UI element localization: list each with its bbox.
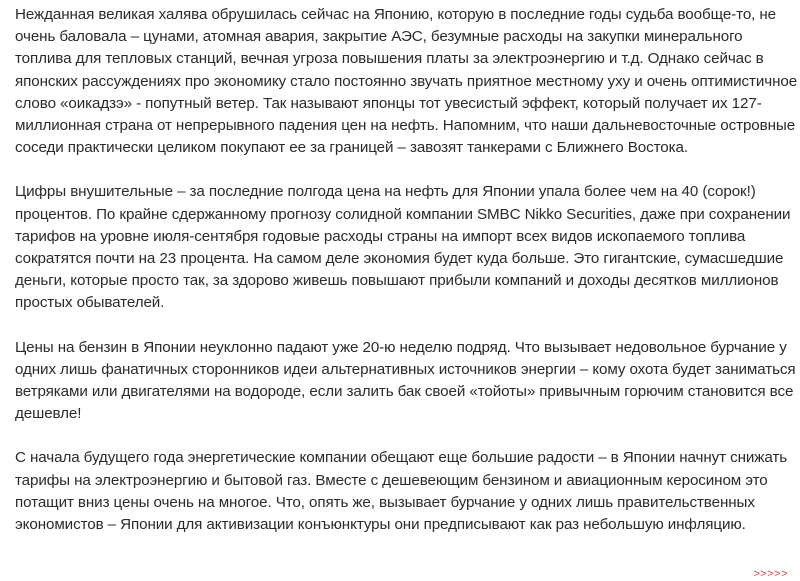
article-paragraph: С начала будущего года энергетические компании обещают еще большие радости – в Японии начнут снижать тарифы на электроэнергию и бытовой газ. Вместе с дешевеющим бензином и авиационным керосином это потащит вниз цены очень на многое. Что, опять же, вызывает бурчание у одних лишь правительственных экономистов – Японии для активизации конъюнктуры они предписывают как раз небольшую инфляцию. bbox=[15, 449, 788, 534]
article-paragraph: Цены на бензин в Японии неуклонно падают уже 20-ю неделю подряд. Что вызывает недовольное бурчание у одних лишь фанатичных сторонников идеи альтернативных источников энергии – кому охота будет заниматься ветряками или двигателями на водороде, если залить бак своей «тойоты» привычным горючим становится все дешевле! bbox=[15, 338, 796, 423]
article-body bbox=[15, 4, 800, 558]
article-paragraph: Цифры внушительные – за последние полгода цена на нефть для Японии упала более чем на 40 (сорок!) процентов. По крайне сдержанному прогнозу солидной компании SMBC Nikko Securities, даже при сохранении тарифов на уровне июля-сентября годовые расходы страны на импорт всех видов ископаемого топлива сократятся почти на 23 процента. На самом деле экономия будет куда больше. Это гигантские, сумасшедшие деньги, которые просто так, за здорово живешь повышают прибыли компаний и доходы десятков миллионов простых обывателей. bbox=[15, 183, 791, 312]
read-more-link[interactable]: >>>>> bbox=[753, 568, 788, 580]
article-paragraph: Нежданная великая халява обрушилась сейчас на Японию, которую в последние годы судьба вообще-то, не очень баловала – цунами, атомная авария, закрытие АЭС, безумные расходы на закупки минерального топлива для тепловых станций, вечная угроза повышения платы за электроэнергию и т.д. Однако сейчас в японских рассуждениях про экономику стало постоянно звучать приятное местному уху и очень оптимистичное слово «оикадзэ» - попутный ветер. Так называют японцы тот увесистый эффект, который получает их 127-миллионная страна от непрерывного падения цен на нефть. Напомним, что наши дальневосточные островные соседи практически целиком покупают ее за границей – завозят танкерами с Ближнего Востока. bbox=[15, 6, 798, 157]
